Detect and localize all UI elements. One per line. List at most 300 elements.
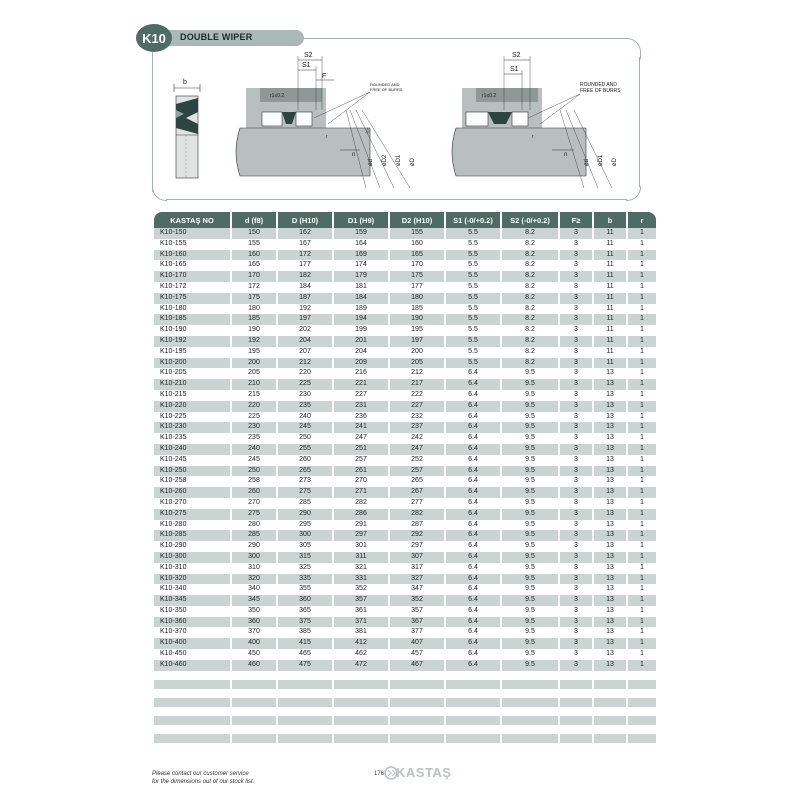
table-cell: 3 (560, 347, 592, 358)
table-cell: 3 (560, 638, 592, 649)
empty-cell (446, 716, 500, 725)
table-cell: 258 (232, 476, 276, 487)
table-cell: 11 (594, 325, 626, 336)
empty-cell (502, 671, 558, 680)
empty-table-row (154, 743, 656, 752)
table-row (154, 520, 656, 531)
dimension-table (152, 212, 658, 752)
table-cell: 5.5 (446, 293, 500, 304)
empty-cell (502, 734, 558, 743)
table-cell: 3 (560, 563, 592, 574)
table-cell: 165 (390, 250, 444, 261)
table-cell: 195 (390, 325, 444, 336)
table-cell: 13 (594, 412, 626, 423)
table-row (154, 552, 656, 563)
table-cell: 13 (594, 368, 626, 379)
empty-cell (446, 680, 500, 689)
table-cell: 225 (278, 379, 332, 390)
table-cell: 3 (560, 325, 592, 336)
dim-n-label-1: n (352, 152, 356, 158)
table-row (154, 627, 656, 638)
column-header: S2 (-0/+0.2) (502, 212, 558, 228)
footer-note-line-2: for the dimensions out of our stock list. (152, 779, 255, 785)
table-cell: 9.5 (502, 606, 558, 617)
part-number-cell: K10-320 (154, 574, 230, 585)
table-cell: 3 (560, 466, 592, 477)
table-cell: 325 (278, 563, 332, 574)
table-cell: 3 (560, 336, 592, 347)
empty-cell (560, 707, 592, 716)
empty-cell (334, 680, 388, 689)
table-cell: 260 (232, 487, 276, 498)
table-cell: 5.5 (446, 325, 500, 336)
table-cell: 360 (278, 595, 332, 606)
empty-cell (502, 716, 558, 725)
table-cell: 9.5 (502, 541, 558, 552)
table-cell: 5.5 (446, 282, 500, 293)
table-cell: 6.4 (446, 638, 500, 649)
empty-cell (154, 680, 230, 689)
table-cell: 3 (560, 509, 592, 520)
table-cell: 13 (594, 660, 626, 671)
table-cell: 5.5 (446, 228, 500, 239)
table-cell: 9.5 (502, 563, 558, 574)
table-cell: 6.4 (446, 649, 500, 660)
empty-cell (278, 725, 332, 734)
table-cell: 13 (594, 455, 626, 466)
empty-cell (232, 734, 276, 743)
table-cell: 13 (594, 638, 626, 649)
empty-cell (390, 716, 444, 725)
table-cell: 295 (278, 520, 332, 531)
table-cell: 8.2 (502, 282, 558, 293)
table-cell: 9.5 (502, 660, 558, 671)
table-cell: 165 (232, 260, 276, 271)
dim-n-label-2: n (564, 152, 568, 158)
table-row (154, 444, 656, 455)
table-cell: 204 (278, 336, 332, 347)
table-cell: 1 (628, 379, 656, 390)
table-cell: 1 (628, 412, 656, 423)
table-cell: 207 (278, 347, 332, 358)
part-number-cell: K10-345 (154, 595, 230, 606)
table-cell: 3 (560, 250, 592, 261)
empty-table-row (154, 689, 656, 698)
empty-cell (594, 707, 626, 716)
table-cell: 3 (560, 422, 592, 433)
table-cell: 290 (278, 509, 332, 520)
table-cell: 1 (628, 444, 656, 455)
column-header: KASTAŞ NO (154, 212, 230, 228)
table-cell: 1 (628, 347, 656, 358)
table-cell: 9.5 (502, 368, 558, 379)
r-tolerance-label-1: r1≤0.2 (270, 93, 285, 99)
table-row (154, 271, 656, 282)
table-cell: 8.2 (502, 293, 558, 304)
table-row (154, 649, 656, 660)
table-cell: 190 (232, 325, 276, 336)
table-cell: 160 (390, 239, 444, 250)
part-number-cell: K10-160 (154, 250, 230, 261)
table-cell: 8.2 (502, 347, 558, 358)
part-number-cell: K10-170 (154, 271, 230, 282)
empty-cell (154, 698, 230, 707)
empty-cell (390, 689, 444, 698)
table-cell: 297 (390, 541, 444, 552)
table-cell: 11 (594, 358, 626, 369)
table-cell: 6.4 (446, 606, 500, 617)
empty-cell (232, 698, 276, 707)
table-cell: 331 (334, 574, 388, 585)
table-cell: 6.4 (446, 584, 500, 595)
table-cell: 11 (594, 347, 626, 358)
table-cell: 13 (594, 476, 626, 487)
table-cell: 6.4 (446, 466, 500, 477)
empty-cell (594, 725, 626, 734)
empty-cell (560, 743, 592, 752)
table-cell: 174 (334, 260, 388, 271)
part-number-cell: K10-205 (154, 368, 230, 379)
dim-d1-label-1: øD1 (396, 154, 402, 166)
table-cell: 9.5 (502, 466, 558, 477)
table-cell: 170 (232, 271, 276, 282)
empty-table-row (154, 707, 656, 716)
part-number-cell: K10-165 (154, 260, 230, 271)
table-cell: 13 (594, 509, 626, 520)
table-cell: 305 (278, 541, 332, 552)
table-cell: 271 (334, 487, 388, 498)
table-cell: 13 (594, 422, 626, 433)
table-cell: 8.2 (502, 239, 558, 250)
empty-cell (628, 734, 656, 743)
table-cell: 6.4 (446, 379, 500, 390)
table-cell: 1 (628, 250, 656, 261)
table-cell: 1 (628, 293, 656, 304)
empty-cell (594, 734, 626, 743)
table-cell: 3 (560, 433, 592, 444)
table-cell: 6.4 (446, 455, 500, 466)
table-row (154, 304, 656, 315)
table-cell: 3 (560, 228, 592, 239)
table-cell: 241 (334, 422, 388, 433)
dim-s2-label-2: S2 (512, 52, 521, 59)
table-body (154, 228, 656, 752)
table-cell: 8.2 (502, 250, 558, 261)
table-cell: 462 (334, 649, 388, 660)
part-number-cell: K10-450 (154, 649, 230, 660)
table-cell: 9.5 (502, 444, 558, 455)
table-cell: 9.5 (502, 649, 558, 660)
table-row (154, 574, 656, 585)
empty-cell (232, 716, 276, 725)
table-cell: 345 (232, 595, 276, 606)
table-cell: 3 (560, 293, 592, 304)
table-cell: 9.5 (502, 520, 558, 531)
table-cell: 177 (390, 282, 444, 293)
table-cell: 3 (560, 595, 592, 606)
table-row (154, 509, 656, 520)
empty-cell (154, 671, 230, 680)
part-number-cell: K10-220 (154, 401, 230, 412)
table-cell: 273 (278, 476, 332, 487)
table-cell: 3 (560, 358, 592, 369)
part-number-cell: K10-280 (154, 520, 230, 531)
note-line-2b: FREE OF BURRS (580, 88, 621, 94)
table-cell: 230 (278, 390, 332, 401)
part-number-cell: K10-285 (154, 530, 230, 541)
empty-cell (560, 671, 592, 680)
empty-cell (594, 716, 626, 725)
dim-D-label-1: øD (410, 158, 416, 166)
table-cell: 6.4 (446, 574, 500, 585)
table-cell: 13 (594, 520, 626, 531)
table-cell: 6.4 (446, 627, 500, 638)
column-header: b (594, 212, 626, 228)
table-cell: 1 (628, 487, 656, 498)
table-cell: 5.5 (446, 239, 500, 250)
part-number-cell: K10-180 (154, 304, 230, 315)
table-cell: 205 (232, 368, 276, 379)
table-cell: 3 (560, 649, 592, 660)
part-number-cell: K10-240 (154, 444, 230, 455)
empty-cell (278, 698, 332, 707)
table-cell: 11 (594, 271, 626, 282)
table-cell: 230 (232, 422, 276, 433)
table-cell: 184 (278, 282, 332, 293)
table-row (154, 412, 656, 423)
table-cell: 13 (594, 617, 626, 628)
empty-cell (232, 689, 276, 698)
table-cell: 3 (560, 541, 592, 552)
empty-cell (560, 734, 592, 743)
table-cell: 6.4 (446, 368, 500, 379)
table-cell: 185 (232, 314, 276, 325)
table-cell: 6.4 (446, 476, 500, 487)
table-cell: 5.5 (446, 347, 500, 358)
table-row (154, 530, 656, 541)
table-cell: 5.5 (446, 304, 500, 315)
table-cell: 1 (628, 336, 656, 347)
part-number-cell: K10-245 (154, 455, 230, 466)
table-cell: 199 (334, 325, 388, 336)
table-row (154, 606, 656, 617)
table-cell: 3 (560, 530, 592, 541)
table-cell: 1 (628, 649, 656, 660)
table-cell: 170 (390, 260, 444, 271)
table-cell: 1 (628, 390, 656, 401)
table-cell: 1 (628, 638, 656, 649)
table-cell: 282 (334, 498, 388, 509)
table-cell: 13 (594, 595, 626, 606)
table-cell: 9.5 (502, 498, 558, 509)
table-cell: 232 (390, 412, 444, 423)
table-cell: 13 (594, 401, 626, 412)
empty-cell (334, 716, 388, 725)
table-cell: 9.5 (502, 390, 558, 401)
table-row (154, 584, 656, 595)
table-cell: 261 (334, 466, 388, 477)
table-cell: 9.5 (502, 530, 558, 541)
table-cell: 3 (560, 627, 592, 638)
table-cell: 11 (594, 250, 626, 261)
table-cell: 236 (334, 412, 388, 423)
table-cell: 1 (628, 617, 656, 628)
part-number-cell: K10-215 (154, 390, 230, 401)
table-cell: 1 (628, 530, 656, 541)
table-cell: 9.5 (502, 379, 558, 390)
table-cell: 216 (334, 368, 388, 379)
technical-drawing (0, 0, 800, 210)
empty-cell (334, 671, 388, 680)
table-row (154, 282, 656, 293)
table-cell: 320 (232, 574, 276, 585)
table-cell: 212 (390, 368, 444, 379)
table-cell: 3 (560, 282, 592, 293)
empty-cell (232, 707, 276, 716)
table-cell: 6.4 (446, 552, 500, 563)
part-number-cell: K10-360 (154, 617, 230, 628)
empty-cell (446, 671, 500, 680)
empty-table-row (154, 725, 656, 734)
empty-cell (502, 707, 558, 716)
table-cell: 3 (560, 412, 592, 423)
table-cell: 3 (560, 314, 592, 325)
part-number-cell: K10-310 (154, 563, 230, 574)
table-cell: 335 (278, 574, 332, 585)
note-line-1b: FREE OF BURRS (370, 87, 403, 92)
table-cell: 13 (594, 574, 626, 585)
table-cell: 167 (278, 239, 332, 250)
table-cell: 1 (628, 574, 656, 585)
empty-cell (502, 743, 558, 752)
table-cell: 192 (278, 304, 332, 315)
table-cell: 3 (560, 271, 592, 282)
table-cell: 181 (334, 282, 388, 293)
table-cell: 5.5 (446, 271, 500, 282)
table-cell: 200 (232, 358, 276, 369)
empty-cell (390, 734, 444, 743)
part-number-cell: K10-340 (154, 584, 230, 595)
table-row (154, 498, 656, 509)
table-cell: 220 (278, 368, 332, 379)
table-cell: 1 (628, 476, 656, 487)
table-cell: 192 (232, 336, 276, 347)
table-cell: 13 (594, 444, 626, 455)
empty-cell (154, 743, 230, 752)
table-cell: 13 (594, 498, 626, 509)
empty-cell (628, 716, 656, 725)
part-number-cell: K10-275 (154, 509, 230, 520)
table-cell: 6.4 (446, 422, 500, 433)
empty-cell (278, 707, 332, 716)
dim-d1-label-2: øD1 (598, 154, 604, 166)
empty-table-row (154, 716, 656, 725)
table-cell: 285 (278, 498, 332, 509)
table-cell: 13 (594, 390, 626, 401)
table-cell: 210 (232, 379, 276, 390)
table-row (154, 617, 656, 628)
column-header: r (628, 212, 656, 228)
table-cell: 13 (594, 627, 626, 638)
empty-cell (278, 716, 332, 725)
table-cell: 11 (594, 239, 626, 250)
table-cell: 1 (628, 282, 656, 293)
table-row (154, 638, 656, 649)
empty-cell (446, 698, 500, 707)
table-row (154, 293, 656, 304)
table-cell: 310 (232, 563, 276, 574)
table-cell: 277 (390, 498, 444, 509)
table-cell: 282 (390, 509, 444, 520)
table-cell: 3 (560, 401, 592, 412)
empty-cell (334, 743, 388, 752)
empty-table-row (154, 680, 656, 689)
table-cell: 375 (278, 617, 332, 628)
table-cell: 202 (278, 325, 332, 336)
table-cell: 242 (390, 433, 444, 444)
table-row (154, 422, 656, 433)
empty-cell (232, 725, 276, 734)
empty-cell (232, 671, 276, 680)
table-cell: 3 (560, 304, 592, 315)
table-cell: 267 (390, 487, 444, 498)
table-cell: 6.4 (446, 660, 500, 671)
table-cell: 8.2 (502, 325, 558, 336)
table-cell: 6.4 (446, 541, 500, 552)
part-number-cell: K10-290 (154, 541, 230, 552)
empty-cell (594, 671, 626, 680)
empty-cell (232, 680, 276, 689)
empty-cell (154, 716, 230, 725)
table-cell: 6.4 (446, 390, 500, 401)
table-cell: 204 (334, 347, 388, 358)
table-row (154, 455, 656, 466)
table-cell: 1 (628, 314, 656, 325)
table-cell: 385 (278, 627, 332, 638)
table-cell: 200 (390, 347, 444, 358)
table-cell: 9.5 (502, 433, 558, 444)
table-cell: 260 (278, 455, 332, 466)
empty-cell (334, 707, 388, 716)
table-cell: 209 (334, 358, 388, 369)
empty-cell (446, 707, 500, 716)
table-cell: 287 (390, 520, 444, 531)
table-cell: 169 (334, 250, 388, 261)
table-cell: 361 (334, 606, 388, 617)
empty-cell (154, 707, 230, 716)
table-cell: 3 (560, 239, 592, 250)
page-title: DOUBLE WIPER (180, 32, 253, 42)
table-cell: 412 (334, 638, 388, 649)
table-cell: 172 (278, 250, 332, 261)
table-cell: 301 (334, 541, 388, 552)
dim-s2-label-1: S2 (304, 52, 313, 59)
table-cell: 11 (594, 228, 626, 239)
table-cell: 164 (334, 239, 388, 250)
table-cell: 257 (390, 466, 444, 477)
table-spacer-row (154, 671, 656, 680)
table-row (154, 358, 656, 369)
empty-cell (502, 698, 558, 707)
table-cell: 407 (390, 638, 444, 649)
table-cell: 6.4 (446, 433, 500, 444)
table-cell: 275 (232, 509, 276, 520)
groove-drawing-1 (236, 52, 416, 188)
table-cell: 227 (334, 390, 388, 401)
table-cell: 250 (278, 433, 332, 444)
table-cell: 352 (334, 584, 388, 595)
table-cell: 190 (390, 314, 444, 325)
